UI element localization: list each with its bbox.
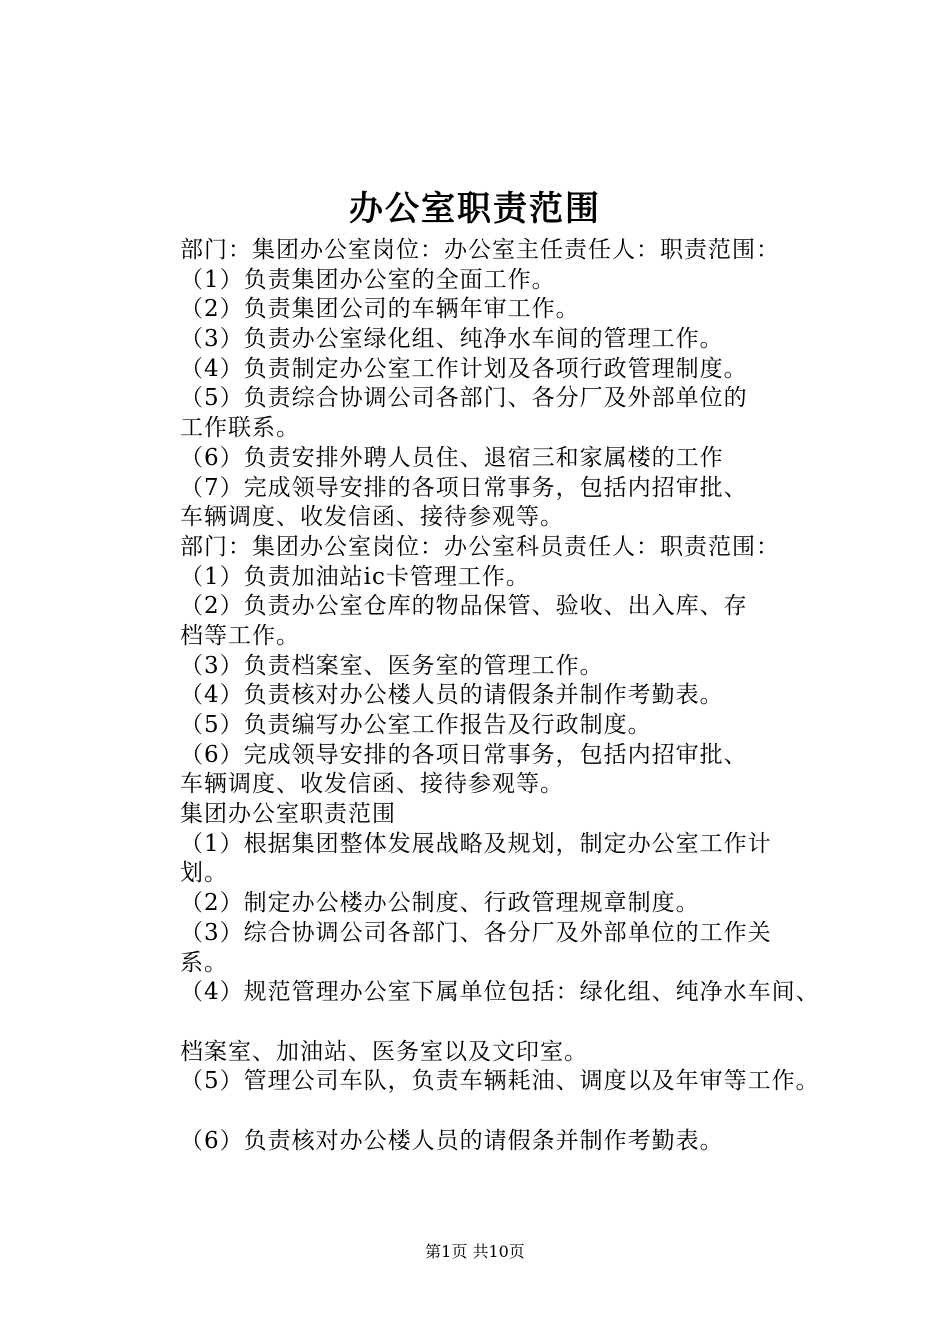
text-line: （4）规范管理办公室下属单位包括：绿化组、纯净水车间、: [180, 979, 820, 1006]
text-line: 部门：集团办公室岗位：办公室主任责任人：职责范围：: [180, 237, 780, 263]
text-line: 车辆调度、收发信函、接待参观等。: [180, 504, 564, 531]
text-line: （1）根据集团整体发展战略及规划，制定办公室工作计: [180, 830, 772, 857]
blank-line: [180, 1097, 880, 1127]
text-line: （3）综合协调公司各部门、各分厂及外部单位的工作关: [180, 919, 772, 946]
text-line: 部门：集团办公室岗位：办公室科员责任人：职责范围：: [180, 533, 780, 560]
page-footer: 第1页 共10页: [425, 1242, 525, 1261]
text-line: （6）负责核对办公楼人员的请假条并制作考勤表。: [180, 1127, 724, 1154]
text-line: 档等工作。: [180, 622, 300, 649]
text-line: （4）负责制定办公室工作计划及各项行政管理制度。: [180, 355, 748, 382]
text-line: 系。: [180, 949, 228, 976]
text-line: （2）制定办公楼办公制度、行政管理规章制度。: [180, 890, 700, 917]
text-line: （5）管理公司车队，负责车辆耗油、调度以及年审等工作。: [180, 1068, 820, 1095]
text-line: （6）负责安排外聘人员住、退宿三和家属楼的工作: [180, 444, 724, 471]
text-line: （4）负责核对办公楼人员的请假条并制作考勤表。: [180, 682, 724, 709]
text-line: 档案室、加油站、医务室以及文印室。: [180, 1038, 588, 1065]
text-line: 工作联系。: [180, 415, 300, 442]
text-line: （3）负责办公室绿化组、纯净水车间的管理工作。: [180, 326, 724, 353]
text-line: （2）负责办公室仓库的物品保管、验收、出入库、存: [180, 593, 748, 620]
text-line: （3）负责档案室、医务室的管理工作。: [180, 652, 604, 679]
text-line: 划。: [180, 860, 228, 887]
text-line: （1）负责加油站ic卡管理工作。: [180, 563, 530, 590]
text-line: （6）完成领导安排的各项日常事务，包括内招审批、: [180, 741, 748, 768]
text-line: （1）负责集团办公室的全面工作。: [180, 266, 556, 293]
text-line: （2）负责集团公司的车辆年审工作。: [180, 296, 580, 323]
document-body: [180, 236, 880, 1156]
blank-line: [180, 1008, 880, 1038]
text-line: （5）负责综合协调公司各部门、各分厂及外部单位的: [180, 385, 748, 412]
text-line: （7）完成领导安排的各项日常事务，包括内招审批、: [180, 474, 748, 501]
text-line: 集团办公室职责范围: [180, 801, 396, 828]
text-line: （5）负责编写办公室工作报告及行政制度。: [180, 712, 652, 738]
text-line: 车辆调度、收发信函、接待参观等。: [180, 771, 564, 798]
page-title: 办公室职责范围: [349, 189, 601, 229]
